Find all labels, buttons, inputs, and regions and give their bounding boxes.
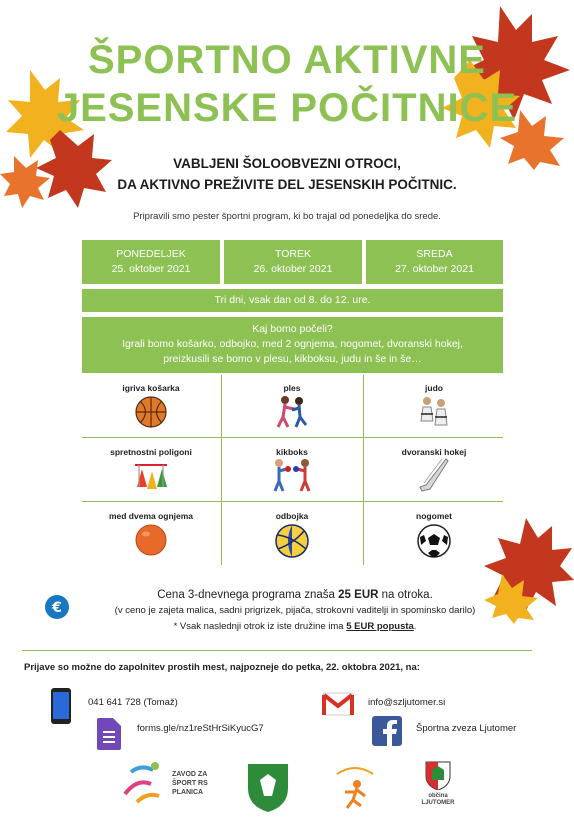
day-date: 25. oktober 2021: [111, 263, 191, 275]
plan-banner: [82, 317, 503, 373]
obcina-ljutomer-logo: [424, 760, 452, 790]
separator: [22, 650, 532, 651]
price-included: (v ceno je zajeta malica, sadni prigrizek, pijača, strokovni vaditelji in spominsko darilo): [114, 605, 476, 616]
invitation-line-1: VABLJENI ŠOLOOBVEZNI OTROCI,: [173, 156, 401, 171]
basketball-icon: [134, 395, 168, 429]
discount-amount: 5 EUR popusta: [346, 621, 414, 632]
activity-judo: [365, 375, 503, 435]
invitation: [0, 153, 574, 195]
gmail-icon: [322, 692, 354, 716]
activity-label: igriva košarka: [122, 383, 180, 393]
facebook-link[interactable]: Športna zveza Ljutomer: [416, 723, 517, 734]
activity-volleyball: [223, 503, 361, 563]
discount-note: [85, 619, 505, 635]
program-intro: Pripravili smo pester športni program, ki bo trajal od ponedeljka do srede.: [133, 211, 441, 222]
form-link[interactable]: forms.gle/nz1reStHrSiKyucG7: [137, 723, 264, 734]
volleyball-icon: [274, 523, 310, 559]
activity-football: [365, 503, 503, 563]
football-icon: [416, 523, 452, 559]
cones-icon: [131, 457, 171, 493]
activity-label: med dvema ognjema: [108, 511, 194, 521]
activity-label: judo: [425, 383, 443, 393]
price-text-end: na otroka.: [378, 589, 433, 601]
title-line-1: ŠPORTNO AKTIVNE: [88, 38, 486, 82]
facebook-icon: [372, 716, 402, 746]
zavod-logo-line-1: ZAVOD ZA: [172, 771, 208, 778]
discount-text-end: .: [413, 621, 417, 632]
activity-label: kikboks: [276, 447, 308, 457]
ball-icon: [134, 523, 168, 557]
title-line-2: JESENSKE POČITNICE: [56, 86, 518, 130]
day-wednesday: [366, 240, 503, 284]
activity-label: nogomet: [416, 511, 452, 521]
price-text: Cena 3-dnevnega programa znaša: [157, 589, 339, 601]
price-info: [85, 587, 505, 635]
kickbox-icon: [269, 457, 315, 493]
day-monday: [82, 240, 220, 284]
euro-icon: [44, 594, 70, 620]
ljutomer-logo-line-1: občina: [428, 793, 448, 799]
activity-label: ples: [283, 383, 301, 393]
plan-line-2: preizkusili se bomo v plesu, kikboksu, judu in še in še…: [163, 353, 422, 365]
price-line: [85, 587, 505, 603]
activity-dodgeball: [82, 503, 220, 563]
activity-dance: [223, 375, 361, 435]
activity-label: odbojka: [275, 511, 309, 521]
zavod-logo-text: [172, 770, 208, 797]
day-date: 27. oktober 2021: [395, 263, 474, 275]
day-name: PONEDELJEK: [116, 248, 186, 260]
phone-icon: [50, 687, 72, 725]
registration-info: Prijave so možne do zapolnitev prostih mest, najpozneje do petka, 22. oktobra 2021, na:: [24, 662, 420, 673]
email-link[interactable]: info@szljutomer.si: [368, 697, 446, 708]
zavod-logo-line-2: ŠPORT RS: [172, 780, 208, 787]
day-name: SREDA: [416, 248, 453, 260]
phone-number[interactable]: 041 641 728 (Tomaž): [88, 697, 178, 708]
price-amount: 25 EUR: [338, 589, 379, 601]
judo-icon: [415, 395, 453, 429]
zavod-planica-logo: [117, 758, 167, 806]
activity-label: spretnostni poligoni: [110, 447, 192, 457]
zavod-logo-line-3: PLANICA: [172, 789, 204, 796]
plan-line-1: Igrali bomo košarko, odbojko, med 2 ognjema, nogomet, dvoranski hokej,: [122, 338, 463, 350]
sport-logo-orange: [333, 762, 377, 810]
activity-basketball: [82, 375, 220, 435]
day-name: TOREK: [275, 248, 311, 260]
svg-text:€: €: [52, 600, 62, 616]
activity-label: dvoranski hokej: [401, 447, 467, 457]
activity-obstacle-course: [82, 439, 220, 499]
hours-banner: Tri dni, vsak dan od 8. do 12. ure.: [82, 289, 503, 312]
autumn-leaves-topright: [420, 0, 574, 170]
ljutomer-logo-text: [416, 793, 460, 807]
ljutomer-logo-line-2: LJUTOMER: [421, 800, 455, 806]
google-forms-icon: [97, 718, 121, 750]
discount-text: * Vsak naslednji otrok iz iste družine ima: [173, 621, 347, 632]
activity-kickbox: [223, 439, 361, 499]
hockey-stick-icon: [416, 457, 452, 493]
plan-question: Kaj bomo počeli?: [252, 323, 333, 335]
day-date: 26. oktober 2021: [253, 263, 333, 275]
sportna-zveza-ljutomer-logo: [246, 762, 290, 812]
invitation-line-2: DA AKTIVNO PREŽIVITE DEL JESENSKIH POČITNIC.: [117, 177, 457, 192]
day-tuesday: [224, 240, 362, 284]
activity-floor-hockey: [365, 439, 503, 499]
dancers-icon: [272, 395, 312, 429]
